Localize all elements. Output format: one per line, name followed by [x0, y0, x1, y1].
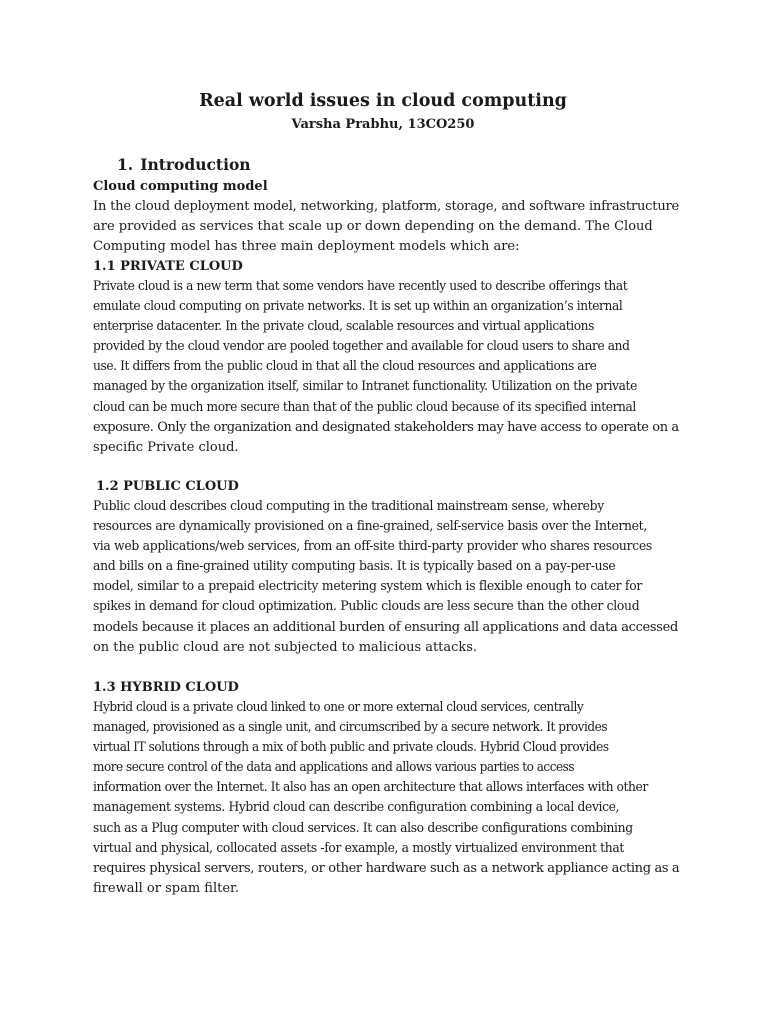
paragraph-private-cloud	[93, 277, 679, 458]
paragraph-line: spikes in demand for cloud optimization. Public clouds are less secure than the other cloud	[93, 599, 640, 615]
paragraph-line: model, similar to a prepaid electricity metering system which is flexible enough to cater for	[93, 579, 642, 595]
paragraph-line: and bills on a fine-grained utility computing basis. It is typically based on a pay-per-use	[93, 559, 616, 575]
paragraph-line: Computing model has three main deployment models which are:	[93, 239, 520, 255]
paragraph-line: more secure control of the data and applications and allows various parties to access	[93, 760, 575, 776]
paragraph-line: via web applications/web services, from an off-site third-party provider who shares resources	[93, 539, 652, 555]
document-title: Real world issues in cloud computing	[199, 91, 567, 111]
paragraph-line: such as a Plug computer with cloud services. It can also describe configurations combining	[93, 820, 633, 836]
paragraph-line: managed by the organization itself, similar to Intranet functionality. Utilization on the private	[93, 379, 637, 395]
subheading-private-cloud: 1.1 PRIVATE CLOUD	[93, 259, 243, 274]
paragraph-line: firewall or spam filter.	[93, 880, 239, 896]
paragraph-line: models because it places an additional burden of ensuring all applications and data accessed	[93, 619, 678, 635]
paragraph-line: provided by the cloud vendor are pooled together and available for cloud users to share and	[93, 339, 630, 355]
paragraph-public-cloud	[93, 497, 680, 658]
paragraph-line: Hybrid cloud is a private cloud linked to one or more external cloud services, centrally	[93, 700, 584, 715]
paragraph-line: management systems. Hybrid cloud can describe configuration combining a local device,	[93, 800, 620, 816]
paragraph-line: cloud can be much more secure than that of the public cloud because of its specified internal	[93, 399, 636, 415]
subheading-hybrid-cloud: 1.3 HYBRID CLOUD	[93, 680, 239, 695]
section-heading-introduction	[117, 154, 251, 176]
paragraph-line: Private cloud is a new term that some vendors have recently used to describe offerings that	[93, 279, 628, 294]
paragraph-line: virtual and physical, collocated assets -for example, a mostly virtualized environment that	[93, 840, 624, 856]
section-number: 1.	[117, 155, 134, 174]
author-line: Varsha Prabhu, 13CO250	[291, 117, 475, 132]
paragraph-line: on the public cloud are not subjected to malicious attacks.	[93, 639, 477, 655]
subheading-public-cloud: 1.2 PUBLIC CLOUD	[96, 479, 239, 494]
paragraph-line: resources are dynamically provisioned on a fine-grained, self-service basis over the Internet,	[93, 519, 647, 535]
paragraph-intro	[93, 197, 679, 257]
paragraph-line: In the cloud deployment model, networking, platform, storage, and software infrastructure	[93, 199, 680, 214]
paragraph-line: virtual IT solutions through a mix of both public and private clouds. Hybrid Cloud provides	[93, 740, 609, 756]
paragraph-line: information over the Internet. It also has an open architecture that allows interfaces with other	[93, 780, 648, 796]
paragraph-line: managed, provisioned as a single unit, and circumscribed by a secure network. It provides	[93, 720, 608, 736]
paragraph-line: requires physical servers, routers, or other hardware such as a network appliance acting as a	[93, 860, 680, 876]
paragraph-line: emulate cloud computing on private networks. It is set up within an organization’s internal	[93, 299, 623, 315]
paragraph-line: Public cloud describes cloud computing in the traditional mainstream sense, whereby	[93, 499, 604, 514]
paragraph-line: specific Private cloud.	[93, 439, 239, 455]
paragraph-hybrid-cloud	[93, 698, 679, 899]
paragraph-line: enterprise datacenter. In the private cloud, scalable resources and virtual applications	[93, 319, 594, 335]
paragraph-line: use. It differs from the public cloud in that all the cloud resources and applications are	[93, 359, 597, 375]
section-title: Introduction	[140, 155, 251, 174]
paragraph-line: are provided as services that scale up or down depending on the demand. The Cloud	[93, 219, 653, 235]
paragraph-line: exposure. Only the organization and designated stakeholders may have access to operate on a	[93, 419, 679, 435]
subheading-cloud-computing-model: Cloud computing model	[93, 179, 268, 194]
